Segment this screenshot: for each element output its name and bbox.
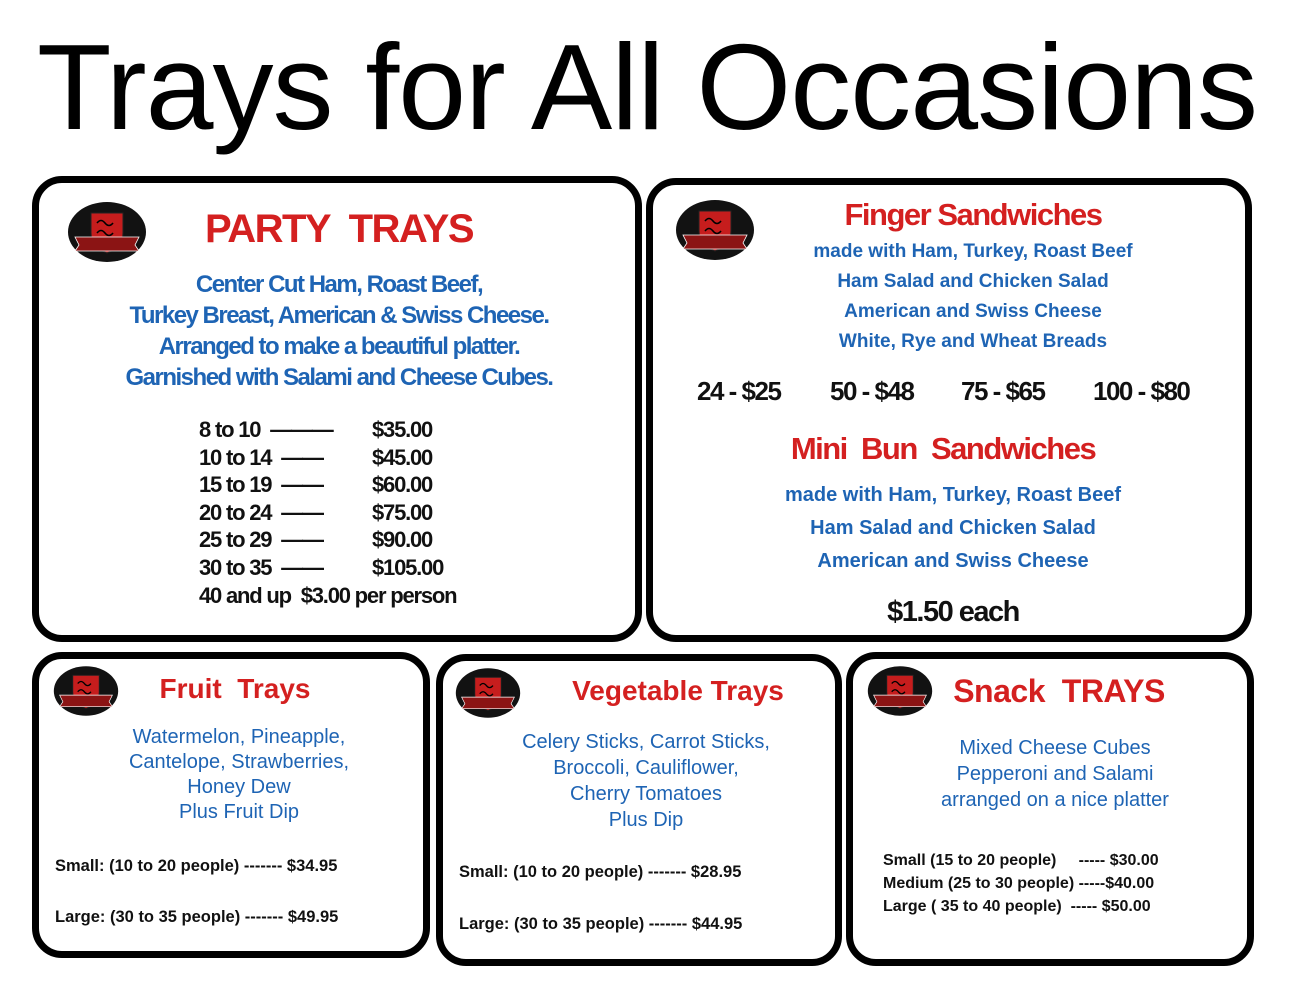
mini-bun-price: $1.50 each	[887, 596, 1019, 628]
fruit-trays-small-price: Small: (10 to 20 people) ------- $34.95	[55, 857, 338, 875]
snack-trays-description: Mixed Cheese Cubes Pepperoni and Salami arranged on a nice platter	[941, 737, 1169, 811]
price-row: 30 to 35 —— $105.00	[199, 554, 444, 580]
price-row: 15 to 19 —— $60.00	[199, 472, 433, 498]
snack-trays-panel	[846, 652, 1254, 966]
price-row: Large ( 35 to 40 people) ----- $50.00	[883, 898, 1151, 915]
mini-bun-description: made with Ham, Turkey, Roast Beef Ham Salad and Chicken Salad American and Swiss Cheese	[784, 484, 1121, 572]
page-title: Trays for All Occasions	[37, 19, 1257, 155]
party-trays-panel	[32, 176, 642, 642]
price-row: 25 to 29 —— $90.00	[199, 527, 433, 553]
fruit-trays-large-price: Large: (30 to 35 people) ------- $49.95	[55, 908, 339, 926]
snack-trays-heading: Snack TRAYS	[953, 673, 1165, 709]
humberts-logo	[867, 665, 933, 717]
fruit-trays-panel	[32, 652, 430, 958]
mini-bun-heading: Mini Bun Sandwiches	[790, 431, 1096, 466]
price-row: 20 to 24 —— $75.00	[199, 499, 433, 525]
finger-sandwiches-description: made with Ham, Turkey, Roast Beef Ham Salad and Chicken Salad American and Swiss Cheese White, Rye and Wheat Breads	[813, 241, 1133, 352]
snack-trays-price-list	[883, 849, 1159, 918]
humberts-logo	[675, 199, 755, 261]
humberts-logo	[53, 665, 119, 717]
humberts-logo	[455, 667, 521, 719]
vegetable-trays-description: Celery Sticks, Carrot Sticks, Broccoli, Cauliflower, Cherry Tomatoes Plus Dip	[522, 731, 770, 831]
price-row: Medium (25 to 30 people) -----$40.00	[883, 875, 1155, 892]
fruit-trays-heading: Fruit Trays	[159, 673, 311, 704]
vegetable-trays-large-price: Large: (30 to 35 people) ------- $44.95	[459, 915, 743, 933]
party-trays-heading: PARTY TRAYS	[205, 207, 473, 251]
party-trays-price-list	[199, 416, 456, 609]
price-row: Small (15 to 20 people) ----- $30.00	[883, 852, 1159, 869]
finger-sandwiches-panel: Finger Sandwiches made with Ham, Turkey, Roast Beef Ham Salad and Chicken Salad American and Swiss Cheese White, Rye and Wheat Breads 24 - $25 50 - $48 75 - $65 100 - $80 Mini Bun Sandwiches made with Ham, Turkey, Roast Beef Ham Salad and Chicken Salad American and Swiss Cheese $1.50 each	[646, 178, 1252, 642]
price-row: 8 to 10 ——— $35.00	[199, 417, 433, 442]
humberts-logo	[67, 201, 147, 263]
finger-sandwiches-heading: Finger Sandwiches	[844, 197, 1102, 232]
fruit-trays-description: Watermelon, Pineapple, Cantelope, Strawberries, Honey Dew Plus Fruit Dip	[128, 726, 350, 823]
vegetable-trays-heading: Vegetable Trays	[572, 675, 784, 706]
vegetable-trays-panel	[436, 654, 842, 966]
price-row: 10 to 14 —— $45.00	[199, 444, 433, 470]
price-row-extra: 40 and up $3.00 per person	[199, 582, 457, 608]
party-trays-description: Center Cut Ham, Roast Beef, Turkey Breast, American & Swiss Cheese. Arranged to make a beautiful platter. Garnished with Salami and Cheese Cubes.	[125, 271, 553, 391]
vegetable-trays-small-price: Small: (10 to 20 people) ------- $28.95	[459, 863, 742, 881]
